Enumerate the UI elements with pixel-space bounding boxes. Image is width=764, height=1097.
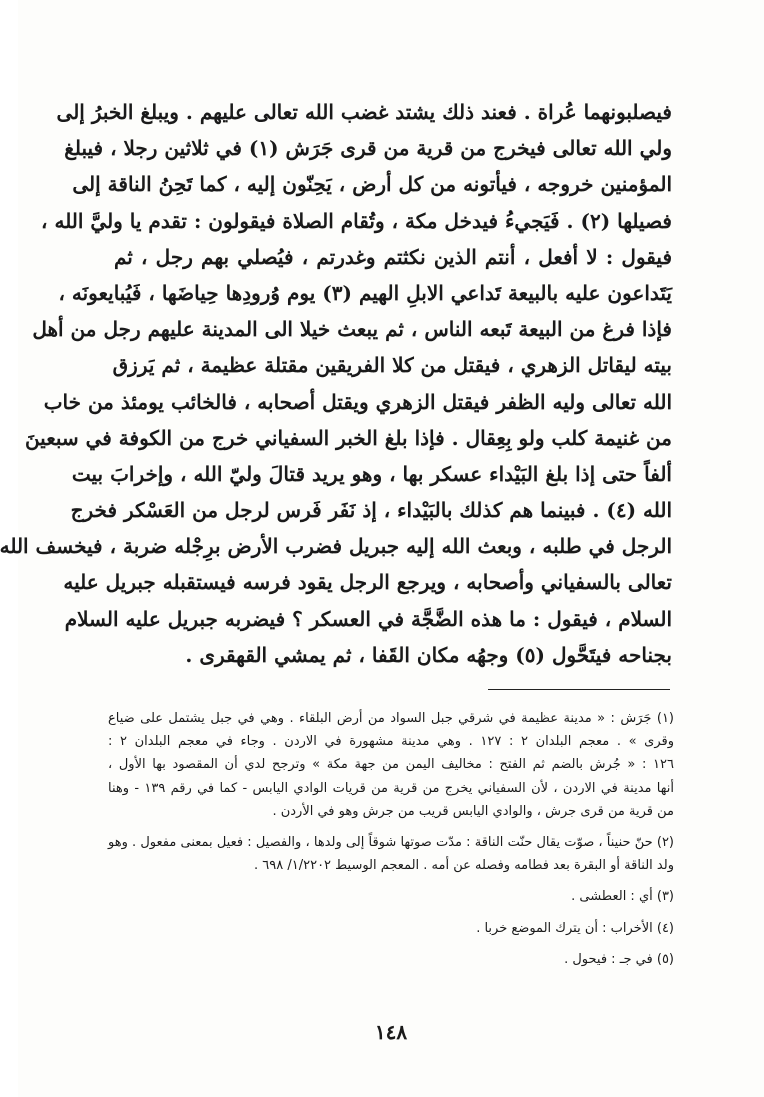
text-line: ألفاً حتى إذا بلغ البَيْداء عسكر بها ، وهو يريد قتالَ وليّ الله ، وإخرابَ بيت (71, 461, 672, 486)
text-line: بيته ليقاتل الزهري ، فيقتل من كلا الفريقين مقتلة عظيمة ، ثم يَرزق (112, 353, 672, 378)
footnote-line: (٢) حنّ حنيناً ، صوّت يقال حنّت الناقة : مدّت صوتها شوقاً إلى ولدها ، والفصيل : فعيل بمعنى مفعول . وهو (108, 834, 674, 850)
text-line: فيصلبونهما عُراة . فعند ذلك يشتد غضب الله تعالى عليهم . ويبلغ الخبرُ إلى (56, 100, 672, 124)
text-line: الله تعالى وليه الظفر فيقتل الزهري ويقتل أصحابه ، فالخائب يومئذ من خاب (43, 389, 672, 414)
page-number: ١٤٨ (374, 1020, 408, 1044)
footnote-2 (108, 831, 674, 877)
footnote-line: أنها مدينة في الاردن ، لأن السفياني يخرج من قرية من قريات الوادي اليابس - كما في رقم ١٣٩ - وهنا (108, 780, 674, 796)
footnote-line: (٣) أي : العطشى . (571, 889, 674, 905)
footnotes-block (108, 707, 674, 979)
text-line: فإذا فرغ من البيعة تَبعه الناس ، ثم يبعث خيلا الى المدينة عليهم رجل من أهل (32, 317, 672, 342)
footnote-line: (١) جَرَش : « مدينة عظيمة في شرقي جبل السواد من أرض البلقاء . وهي في جبل يشتمل على ضياع (108, 711, 674, 726)
footnote-separator (488, 689, 670, 690)
text-line: المؤمنين خروجه ، فيأتونه من كل أرض ، يَحِنّون إليه ، كما تَحِنُ الناقة إلى (72, 172, 672, 197)
text-line: تعالى بالسفياني وأصحابه ، ويرجع الرجل يقود فرسه فيستقبله جبريل عليه (63, 570, 672, 595)
text-line: من غنيمة كلب ولو بِعِقال . فإذا بلغ الخبر السفياني خرج من الكوفة في سبعينَ (24, 425, 672, 450)
footnote-line: من قرية من قرى جرش ، والوادي اليابس قريب من جرش وهو في الأردن . (272, 803, 674, 819)
main-text-block (0, 94, 672, 673)
footnote-4 (108, 917, 674, 940)
text-line: ولي الله تعالى فيخرج من قرية من قرى جَرَش (١) في ثلاثين رجلا ، فيبلغ (64, 136, 672, 161)
footnote-line: ولد الناقة أو البقرة بعد فطامه وفصله عن أمه . المعجم الوسيط ١/٢٢٠٢/ ٦٩٨ . (254, 858, 674, 874)
footnote-5 (108, 948, 674, 971)
text-line: يَتَداعون عليه بالبيعة تَداعي الابلِ الهيم (٣) يوم وُرودِها حِياضَها ، فَيُبايعونَه ، (58, 280, 672, 305)
footnote-line: (٤) الأخراب : أن يترك الموضع خربا . (476, 920, 674, 936)
text-line: السلام ، فيقول : ما هذه الضَّجَّة في العسكر ؟ فيضربه جبريل عليه السلام (64, 606, 672, 631)
text-line: الله (٤) . فبينما هم كذلك بالبَيْداء ، إذ نَفَر فَرس لرجل من العَسْكر فخرج (70, 498, 672, 523)
footnote-3 (108, 885, 674, 908)
footnote-1 (108, 707, 674, 823)
footnote-line: ١٢٦ : « جُرش بالضم ثم الفتح : مخاليف اليمن من جهة مكة » وترجح لدي أن المقصود بها الأول ، (108, 757, 674, 773)
text-line: فصيلها (٢) . فَيَجيءُ فيدخل مكة ، وتُقام الصلاة فيقولون : تقدم يا وليَّ الله ، (41, 208, 672, 233)
footnote-line: وقرى » . معجم البلدان ٢ : ١٢٧ . وهي مدينة مشهورة في الاردن . وجاء في معجم البلدان ٢ : (108, 734, 674, 750)
text-line: فيقول : لا أفعل ، أنتم الذين نكثتم وغدرتم ، فيُصلي بهم رجل ، ثم (114, 244, 672, 269)
text-line: الرجل في طلبه ، وبعث الله إليه جبريل فضرب الأرض برِجْله ضربة ، فيخسف الله (0, 534, 672, 559)
text-line: بجناحه فيتَحَّول (٥) وجهُه مكان القَفا ، ثم يمشي القهقرى . (185, 642, 672, 667)
footnote-line: (٥) في جـ : فيحول . (564, 951, 674, 967)
